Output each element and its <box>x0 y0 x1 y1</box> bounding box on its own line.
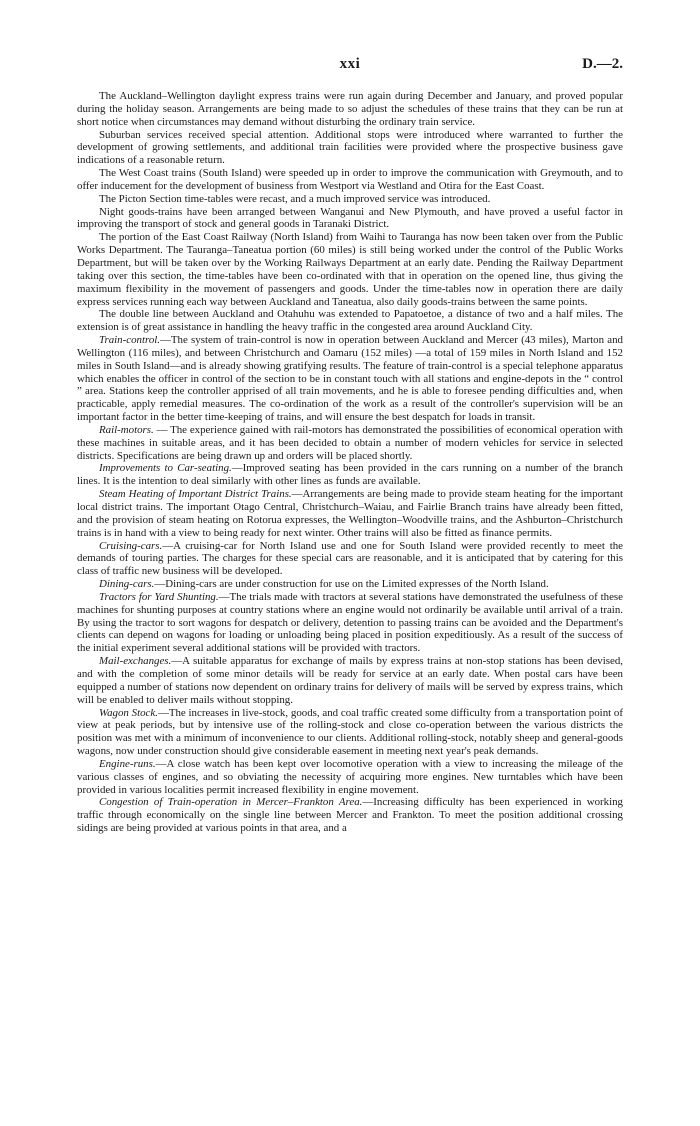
paragraph-text: —Dining-cars are under construction for use on the Limited expresses of the North Island. <box>154 578 549 591</box>
paragraph-heading: Wagon Stock. <box>99 706 158 719</box>
paragraph-text: — The experience gained with rail-motors has demonstrated the possibilities of economical operation with these machines in suitable areas, and it has been decided to obtain a number of modern vehicles for service in selected districts. Specifications are being drawn up and orders will be placed shortly. <box>77 423 623 462</box>
paragraph-heading: Steam Heating of Important District Trains. <box>99 488 292 501</box>
paragraph <box>77 193 623 206</box>
paragraph-text: The West Coast trains (South Island) were speeded up in order to improve the communication with Greymouth, and to offer inducement for the development of business from Westport via Westland and Otira for the East Coast. <box>77 167 623 192</box>
paragraph <box>77 231 623 308</box>
document-reference: D.—2. <box>582 56 623 72</box>
paragraph <box>77 758 623 797</box>
paragraph-heading: Engine-runs. <box>99 757 156 770</box>
paragraph-text: —Improved seating has been provided in the cars running on a number of the branch lines. It is the intention to deal similarly with other lines as funds are available. <box>77 462 624 488</box>
paragraph <box>77 90 623 129</box>
paragraph-text: —Increasing difficulty has been experienced in working traffic through economically on the single line between Mercer and Frankton. To meet the position additional crossing sidings are being provided at various points in that area, and a <box>77 796 624 835</box>
paragraph-heading: Dining-cars. <box>99 578 155 591</box>
paragraph-text: The Picton Section time-tables were recast, and a much improved service was introduced. <box>99 192 491 205</box>
paragraph <box>77 462 623 488</box>
paragraph <box>77 578 623 591</box>
paragraph <box>77 540 623 579</box>
paragraph-text: —The trials made with tractors at several stations have demonstrated the usefulness of these machines for shunting purposes at country stations where an engine would not ordinarily be available until arrival of a train. By using the tractor to sort wagons for despatch or delivery, detention to passing trains can be avoided and the Department's clients can depend on wagons for loading or unloading being placed in position expeditiously. As a result of the success of the initial experiment several additional stations will be provided with tractors. <box>77 590 624 655</box>
page-number: xxi <box>339 56 361 72</box>
paragraph-text: —A close watch has been kept over locomotive operation with a view to increasing the mileage of the various classes of engines, and so obviating the necessity of acquiring more engines. New turntables which have been provided in various localities permit increased flexibility in engine movement. <box>77 757 623 796</box>
paragraph-heading: Cruising-cars. <box>99 539 163 552</box>
paragraph <box>77 334 623 424</box>
body-text <box>77 90 623 835</box>
paragraph-text: The portion of the East Coast Railway (North Island) from Waihi to Tauranga has now been taken over from the Public Works Department. The Tauranga–Taneatua portion (60 miles) is still being worked under the control of the Public Works Department, but will be taken over by the Working Railways Department at an early date. Pending the Railway Department taking over this section, the time-tables have been co-ordinated with that in operation on the opened line, thus giving the maximum flexibility in the movement of passengers and goods. Under the time-tables now in operation there are daily express services running each way between Auckland and Taneatua, also daily goods-trains between the same points. <box>77 231 623 308</box>
paragraph <box>77 488 623 539</box>
paragraph <box>77 129 623 168</box>
paragraph <box>77 591 623 655</box>
paragraph-heading: Improvements to Car-seating. <box>99 462 232 475</box>
paragraph <box>77 167 623 193</box>
paragraph <box>77 655 623 706</box>
paragraph-text: —A cruising-car for North Island use and one for South Island were provided recently to meet the demands of touring parties. The charges for these special cars are reasonable, and it is anticipated that by catering for this class of traffic new business will be developed. <box>77 539 623 578</box>
paragraph-text: —Arrangements are being made to provide steam heating for the important local district trains. The important Otago Central, Christchurch–Waiau, and Fairlie Branch trains have already been fitted, and the provision of steam heating on Rotorua expresses, the Wellington–Woodville trains, and the Ashburton–Christchurch trains is in hand with a view to being ready for next winter. Other trains will also be fitted as finance permits. <box>77 488 623 539</box>
paragraph-heading: Rail-motors. <box>99 423 154 436</box>
paragraph <box>77 796 623 835</box>
paragraph <box>77 308 623 334</box>
paragraph-text: Suburban services received special attention. Additional stops were introduced where warranted to further the development of growing settlements, and additional train facilities were provided where the prospective business gave indications of a reasonable return. <box>77 128 623 167</box>
page-header <box>0 56 700 76</box>
paragraph-heading: Mail-exchanges. <box>99 655 172 668</box>
paragraph-heading: Train-control. <box>99 334 161 347</box>
paragraph-text: The Auckland–Wellington daylight express trains were run again during December and January, and proved popular during the holiday season. Arrangements are being made to so adjust the schedules of these trains that they can be run at short notice when circumstances may demand without disturbing the ordinary train service. <box>77 90 623 128</box>
paragraph <box>77 424 623 463</box>
paragraph-text: —The system of train-control is now in operation between Auckland and Mercer (43 miles), Marton and Wellington (116 miles), and between Christchurch and Oamaru (152 miles) —a total of 159 miles in North Island and 152 miles in South Island—and is already showing gratifying results. The feature of train-control is a special telephone apparatus which enables the officer in control of the section to be in constant touch with all stations and engine-depots in the “ control ” area. Stations keep the controller apprised of all train movements, and he is able to foresee pending difficulties and, when practicable, apply remedial measures. The co-ordination of the work as a result of the controller's supervision will be an important factor in the better time-keeping of trains, and will ensure the best despatch for loads in transit. <box>77 334 623 424</box>
paragraph-text: —A suitable apparatus for exchange of mails by express trains at non-stop stations has been devised, and with the completion of some minor details will be ready for service at an early date. When postal cars have been equipped a number of stations now dependent on ordinary trains for delivery of mails will be served by express trains, which will be enabled to deliver mails without stopping. <box>77 655 623 706</box>
paragraph-heading: Tractors for Yard Shunting. <box>99 590 219 603</box>
paragraph <box>77 206 623 232</box>
paragraph-text: The double line between Auckland and Otahuhu was extended to Papatoetoe, a distance of two and a half miles. The extension is of great assistance in handling the heavy traffic in the congested area around Auckland City. <box>77 308 623 334</box>
paragraph-heading: Congestion of Train-operation in Mercer–Frankton Area. <box>99 796 363 809</box>
paragraph-text: —The increases in live-stock, goods, and coal traffic created some difficulty from a transportation point of view at peak periods, but by intensive use of the rolling-stock and close co-operation between the various districts the position was met with a minimum of inconvenience to our clients. Additional rolling-stock, notably sheep and general-goods wagons, now under construction should give considerable easement in meeting next year's peak demands. <box>77 706 624 758</box>
paragraph-text: Night goods-trains have been arranged between Wanganui and New Plymouth, and have proved a useful factor in improving the transport of stock and general goods in Taranaki District. <box>77 205 623 231</box>
paragraph <box>77 707 623 758</box>
